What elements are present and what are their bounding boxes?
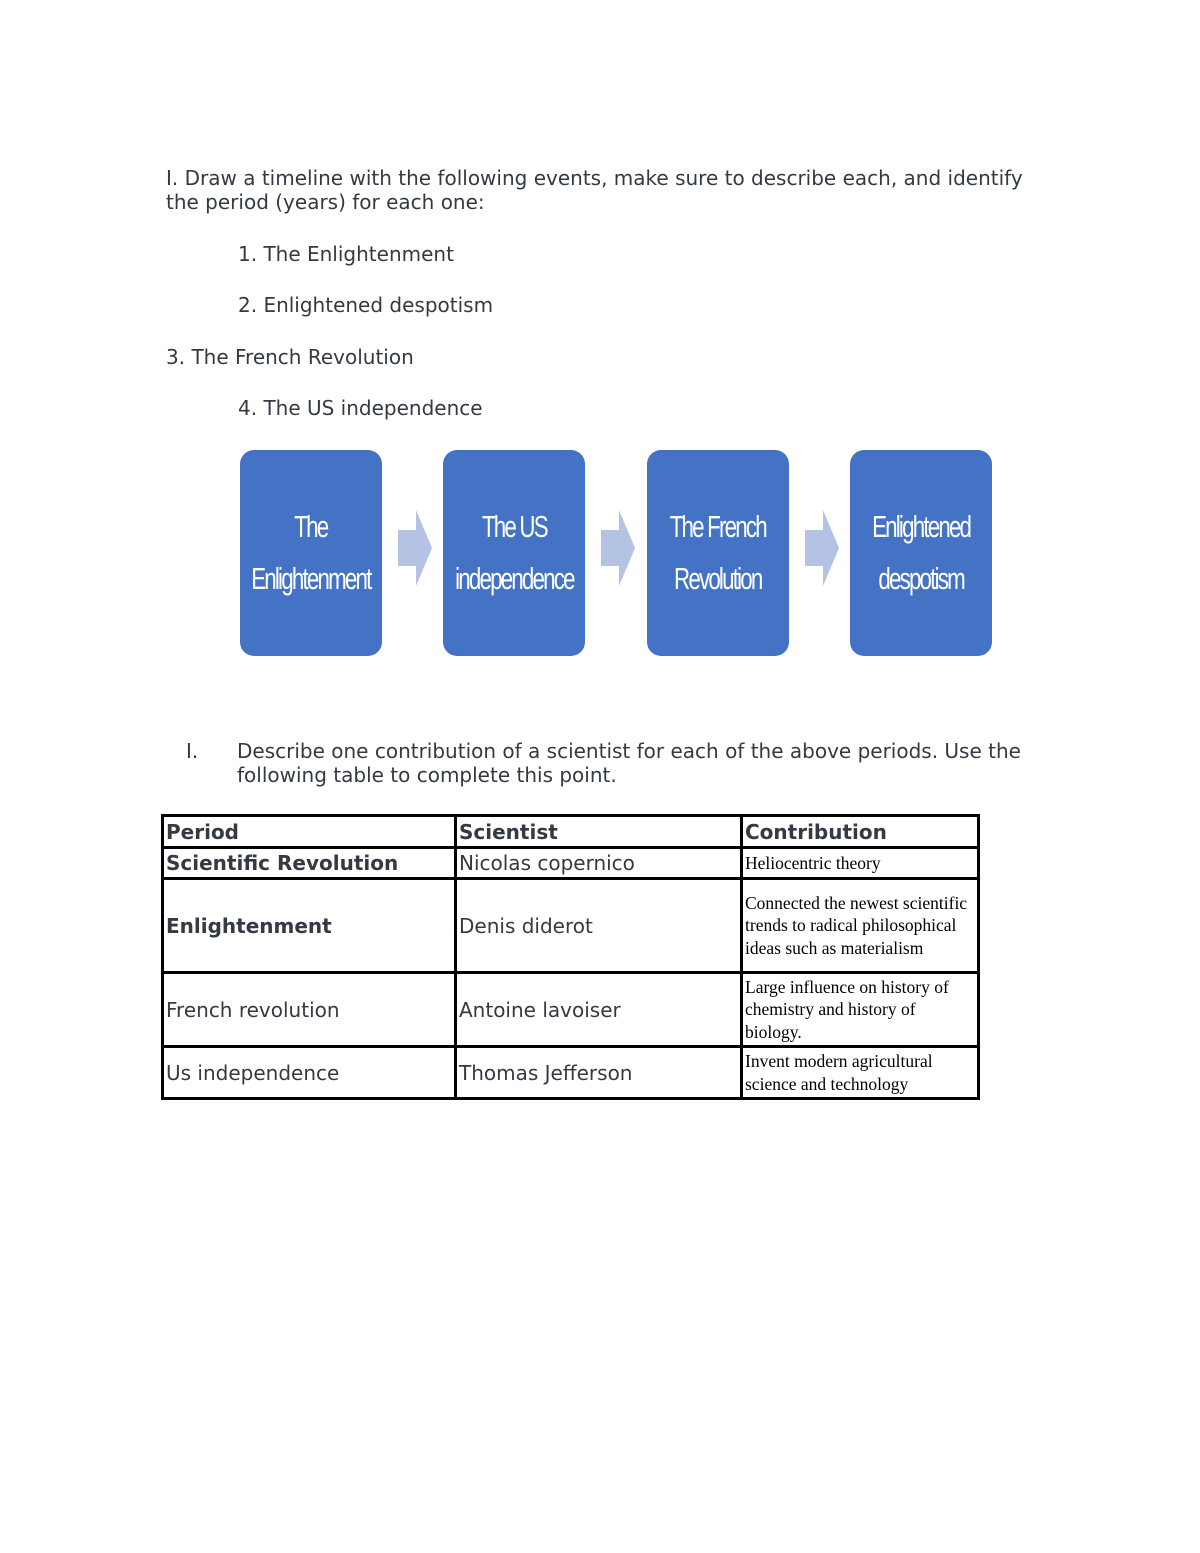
timeline-box-label: Enlightened despotism [871, 509, 971, 596]
list-item-2: 2. Enlightened despotism [238, 293, 494, 317]
table-row [163, 973, 979, 1047]
list-item-3: 3. The French Revolution [166, 345, 414, 369]
table-row [163, 848, 979, 879]
contribution-cell: Heliocentric theory [742, 848, 979, 879]
period-cell: Enlightenment [163, 879, 456, 973]
question-2-prompt: Describe one contribution of a scientist for each of the above periods. Use the following table to complete this point. [237, 739, 1021, 787]
contribution-cell: Large influence on history of chemistry and history of biology. [742, 973, 979, 1047]
period-cell: Scientific Revolution [163, 848, 456, 879]
header-scientist: Scientist [456, 816, 742, 848]
scientist-cell: Antoine lavoiser [456, 973, 742, 1047]
timeline-box-label: The US independence [454, 509, 574, 596]
timeline-box-label: The Enlightenment [251, 509, 371, 596]
contribution-cell: Invent modern agricultural science and technology [742, 1047, 979, 1099]
scientist-cell: Nicolas copernico [456, 848, 742, 879]
timeline-box-label: The French Revolution [669, 509, 767, 596]
period-cell: French revolution [163, 973, 456, 1047]
table-header-row [163, 816, 979, 848]
contribution-cell: Connected the newest scientific trends to radical philosophical ideas such as materialism [742, 879, 979, 973]
table-row [163, 1047, 979, 1099]
arrow-right-icon [601, 510, 635, 586]
timeline-box-enlightenment [240, 450, 382, 656]
question-1-prompt: I. Draw a timeline with the following events, make sure to describe each, and identify the period (years) for each one: [166, 166, 1023, 214]
list-item-1: 1. The Enlightenment [238, 242, 454, 266]
arrow-right-icon [398, 510, 432, 586]
list-item-4: 4. The US independence [238, 396, 483, 420]
scientists-table [161, 814, 980, 1100]
period-cell: Us independence [163, 1047, 456, 1099]
scientist-cell: Denis diderot [456, 879, 742, 973]
scientist-cell: Thomas Jefferson [456, 1047, 742, 1099]
timeline-box-us-independence [443, 450, 585, 656]
header-period: Period [163, 816, 456, 848]
timeline-box-french-revolution [647, 450, 789, 656]
header-contribution: Contribution [742, 816, 979, 848]
timeline-box-enlightened-despotism [850, 450, 992, 656]
arrow-right-icon [805, 510, 839, 586]
question-2-number: I. [186, 739, 199, 763]
table-row [163, 879, 979, 973]
